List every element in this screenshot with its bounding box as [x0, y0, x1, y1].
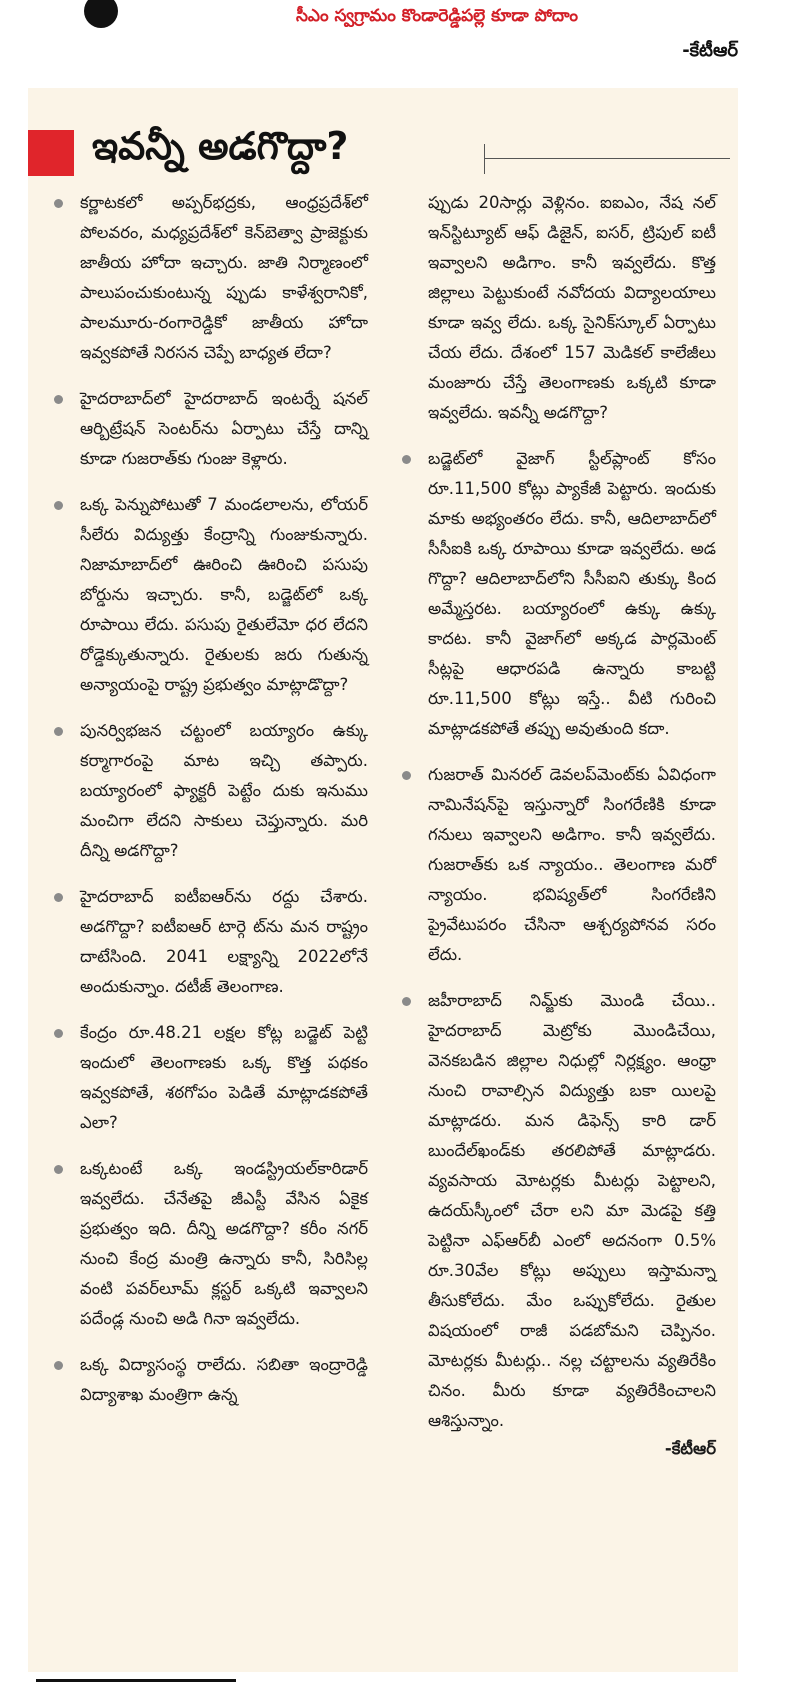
bottom-edge-marks	[36, 1679, 236, 1688]
bullet-icon	[402, 455, 411, 464]
bullet-text: పునర్విభజన చట్టంలో బయ్యారం ఉక్కు కర్మాగారంపై మాట ఇచ్చి తప్పారు. బయ్యారంలో ఫ్యాక్టరీ పెట్టేం దుకు ఇనుము మంచిగా లేదని సాకులు చెప్తున్నారు. మరి దీన్ని అడగొద్దా?	[80, 721, 368, 860]
bullet-item	[50, 1154, 368, 1334]
continued-paragraph	[398, 188, 716, 428]
bullet-icon	[54, 1029, 63, 1038]
bullet-icon	[54, 395, 63, 404]
bullet-text: హైదరాబాద్‌లో హైదరాబాద్ ఇంటర్నే షనల్ ఆర్బిట్రేషన్ సెంటర్‌ను ఏర్పాటు చేస్తే దాన్ని కూడా గుజరాత్‌కు గుంజు కెళ్లారు.	[80, 389, 368, 468]
bullet-text: కర్ణాటకలో అప్పర్‌భద్రకు, ఆంధ్రప్రదేశ్‌లో పోలవరం, మధ్యప్రదేశ్‌లో కెన్‌బెత్వా ప్రాజెక్టుకు జాతీయ హోదా ఇచ్చారు. జాతి నిర్మాణంలో పాలుపంచుకుంటున్న ప్పుడు కాళేశ్వరానికో, పాలమూరు-రంగారెడ్డికో జాతీయ హోదా ఇవ్వకపోతే నిరసన చెప్పే బాధ్యత లేదా?	[80, 193, 368, 362]
bullet-item	[398, 760, 716, 970]
bullet-icon	[54, 501, 63, 510]
bullet-text: కేంద్రం రూ.48.21 లక్షల కోట్ల బడ్జెట్ పెట్టి ఇందులో తెలంగాణకు ఒక్క కొత్త పథకం ఇవ్వకపోతే, శఠగోపం పెడితే మాట్లాడకపోతే ఎలా?	[80, 1023, 368, 1132]
bullet-item	[50, 1350, 368, 1410]
title-accent-block	[28, 130, 74, 176]
bullet-item	[50, 490, 368, 700]
bullet-text: ఒక్క పెన్నుపోటుతో 7 మండలాలను, లోయర్ సీలేరు విద్యుత్తు కేంద్రాన్ని గుంజుకున్నారు. నిజామాబాద్‌లో ఊరించి ఊరించి పసుపు బోర్డును ఇచ్చారు. కానీ, బడ్జెట్‌లో ఒక్క రూపాయి లేదు. పసుపు రైతులేమో ధర లేదని రోడ్డెక్కుతున్నారు. రైతులకు జరు గుతున్న అన్యాయంపై రాష్ట్ర ప్రభుత్వం మాట్లాడొద్దా?	[80, 495, 368, 694]
bullet-icon	[54, 727, 63, 736]
bullet-text: బడ్జెట్‌లో వైజాగ్ స్టీల్‌ప్లాంట్ కోసం రూ.11,500 కోట్లు ప్యాకేజీ పెట్టారు. ఇందుకు మాకు అభ్యంతరం లేదు. కానీ, ఆదిలాబాద్‌లో సీసీఐకి ఒక్క రూపాయి కూడా ఇవ్వలేదు. అడ గొద్దా? ఆదిలాబాద్‌లోని సీసీఐని తుక్కు కింద అమ్మేస్తరట. బయ్యారంలో ఉక్కు ఉక్కు కాదట. కానీ వైజాగ్‌లో అక్కడ పార్లమెంట్ సీట్లపై ఆధారపడి ఉన్నారు కాబట్టి రూ.11,500 కోట్లు ఇస్తే.. వీటి గురించి మాట్లాడకపోతే తప్పు అవుతుంది కదా.	[428, 449, 716, 738]
bullet-item	[398, 986, 716, 1464]
bullet-item	[50, 384, 368, 474]
top-headline: సీఎం స్వగ్రామం కొండారెడ్డిపల్లె కూడా పోదాం	[296, 6, 579, 26]
paragraph-text: ప్పుడు 20సార్లు వెళ్లినం. ఐఐఎం, నేష నల్ ఇన్‌స్టిట్యూట్ ఆఫ్ డిజైన్, ఐసర్, ట్రిపుల్ ఐటీ ఇవ్వాలని అడిగాం. కానీ ఇవ్వలేదు. కొత్త జిల్లాలు పెట్టుకుంటే నవోదయ విద్యాలయాలు కూడా ఇవ్వ లేదు. ఒక్క సైనిక్‌స్కూల్ ఏర్పాటు చేయ లేదు. దేశంలో 157 మెడికల్ కాలేజీలు మంజూరు చేస్తే తెలంగాణకు ఒక్కటి కూడా ఇవ్వలేదు. ఇవన్నీ అడగొద్దా?	[428, 193, 716, 422]
bullet-text: ఒక్కటంటే ఒక్క ఇండస్ట్రియల్‌కారిడార్ ఇవ్వలేదు. చేనేతపై జీఎస్టీ వేసిన ఏకైక ప్రభుత్వం ఇది. దీన్ని అడగొద్దా? కరీం నగర్ నుంచి కేంద్ర మంత్రి ఉన్నారు కానీ, సిరిసిల్ల వంటి పవర్‌లూమ్ క్లస్టర్ ఒక్కటి ఇవ్వాలని పదేండ్ల నుంచి అడి గినా ఇవ్వలేదు.	[80, 1159, 368, 1328]
bullet-item	[50, 188, 368, 368]
bullet-item	[50, 716, 368, 866]
bullet-icon	[54, 1165, 63, 1174]
bullet-icon	[402, 997, 411, 1006]
bullet-icon	[54, 893, 63, 902]
bullet-icon	[402, 771, 411, 780]
article-box	[28, 88, 738, 1672]
bullet-text: హైదరాబాద్ ఐటీఐఆర్‌ను రద్దు చేశారు. అడగొద్దా? ఐటీఐఆర్ టార్గె ట్‌ను మన రాష్ట్రం దాటేసింది. 2041 లక్ష్యాన్ని 2022లోనే అందుకున్నాం. దటీజ్ తెలంగాణ.	[80, 887, 368, 996]
bullet-text: జహీరాబాద్ నిమ్జ్‌కు మొండి చేయి.. హైదరాబాద్ మెట్రోకు మొండిచేయి, వెనకబడిన జిల్లాల నిధుల్లో నిర్లక్ష్యం. ఆంధ్రా నుంచి రావాల్సిన విద్యుత్తు బకా యిలపై మాట్లాడరు. మన డిఫెన్స్ కారి డార్ బుందేల్‌ఖండ్‌కు తరలిపోతే మాట్లాడరు. వ్యవసాయ మోటర్లకు మీటర్లు పెట్టాలని, ఉదయ్‌స్కీంలో చేరా లని మా మెడపై కత్తి పెట్టినా ఎఫ్ఆర్‌బీ ఎంలో అదనంగా 0.5% రూ.30వేల కోట్లు అప్పులు ఇస్తామన్నా తీసుకోలేదు. మేం ఒప్పుకోలేదు. రైతుల విషయంలో రాజీ పడబోమని చెప్పినం. మోటర్లకు మీటర్లు.. నల్ల చట్టాలను వ్యతిరేకిం చినం. మీరు కూడా వ్యతిరేకించాలని ఆశిస్తున్నాం.	[428, 991, 716, 1430]
right-column	[398, 188, 716, 1480]
page-corner-dot	[84, 0, 118, 28]
article-header	[28, 110, 738, 168]
bullet-text: ఒక్క విద్యాసంస్థ రాలేదు. సబితా ఇంద్రారెడ్డి విద్యాశాఖ మంత్రిగా ఉన్న	[80, 1355, 368, 1404]
title-rule	[484, 158, 730, 159]
bullet-item	[50, 1018, 368, 1138]
article-signature: -కేటీఆర్	[664, 1439, 716, 1458]
bullet-icon	[54, 1361, 63, 1370]
bullet-icon	[54, 199, 63, 208]
title-rule-tick	[484, 144, 485, 174]
bullet-item	[50, 882, 368, 1002]
article-title: ఇవన్నీ అడగొద్దా?	[92, 124, 349, 168]
bullet-item	[398, 444, 716, 744]
left-column	[50, 188, 368, 1426]
bullet-text: గుజరాత్ మినరల్ డెవలప్‌మెంట్‌కు ఏవిధంగా నామినేషన్‌పై ఇస్తున్నారో సింగరేణికి కూడా గనులు ఇవ్వాలని అడిగాం. కానీ ఇవ్వలేదు. గుజరాత్‌కు ఒక న్యాయం.. తెలంగాణ మరో న్యాయం. భవిష్యత్‌లో సింగరేణిని ప్రైవేటుపరం చేసినా ఆశ్చర్యపోనవ సరం లేదు.	[428, 765, 716, 964]
top-byline: -కేటీఆర్	[682, 40, 738, 61]
